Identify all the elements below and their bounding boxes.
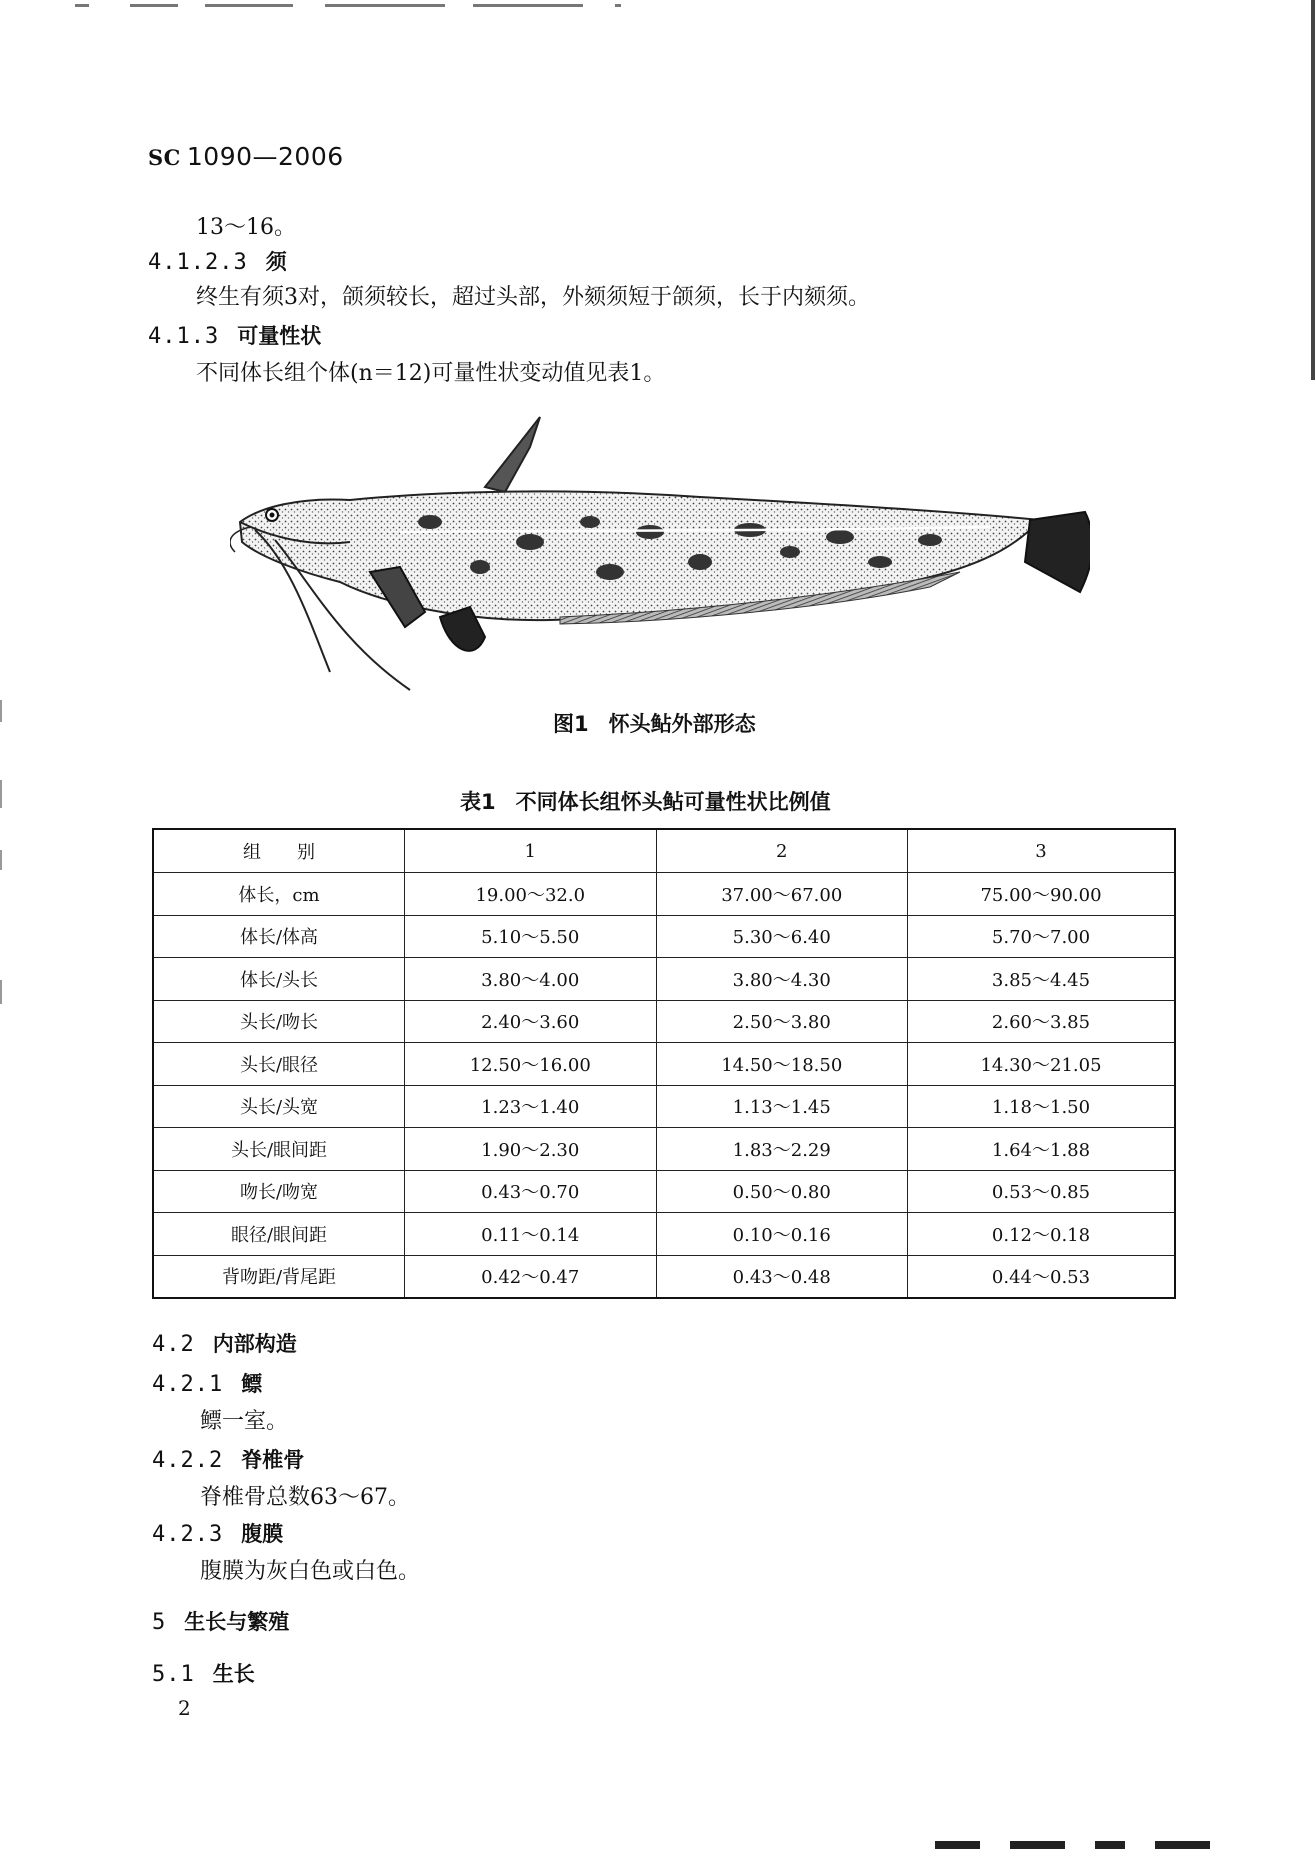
standard-id: SC 1090—2006 [148, 142, 344, 171]
table-cell: 0.12～0.18 [908, 1213, 1176, 1256]
table-cell: 1.90～2.30 [405, 1128, 657, 1171]
table-cell: 12.50～16.00 [405, 1043, 657, 1086]
table-header-cell: 2 [656, 829, 908, 873]
table-header-cell: 组 别 [153, 829, 405, 873]
table-row [153, 915, 1175, 958]
table-cell: 0.53～0.85 [908, 1170, 1176, 1213]
table-cell: 14.50～18.50 [656, 1043, 908, 1086]
table-cell: 2.50～3.80 [656, 1000, 908, 1043]
table-cell: 75.00～90.00 [908, 873, 1176, 916]
section-heading-4-2: 4.2 内部构造 [152, 1332, 297, 1357]
table-cell: 1.64～1.88 [908, 1128, 1176, 1171]
table-row [153, 1255, 1175, 1298]
table-cell: 14.30～21.05 [908, 1043, 1176, 1086]
table-cell: 0.10～0.16 [656, 1213, 908, 1256]
table-cell: 3.80～4.30 [656, 958, 908, 1001]
table-row [153, 1043, 1175, 1086]
scan-edge-right [1311, 0, 1315, 380]
continued-text: 13～16。 [196, 215, 296, 240]
table-cell: 0.43～0.70 [405, 1170, 657, 1213]
table-cell: 1.18～1.50 [908, 1085, 1176, 1128]
table-cell: 5.10～5.50 [405, 915, 657, 958]
scan-edge-mark [0, 700, 2, 722]
section-heading-4-2-2: 4.2.2 脊椎骨 [152, 1448, 305, 1473]
section-heading-5: 5 生长与繁殖 [152, 1610, 290, 1635]
table-cell: 眼径/眼间距 [153, 1213, 405, 1256]
section-text-4-2-1: 鳔一室。 [200, 1409, 289, 1434]
table-cell: 2.40～3.60 [405, 1000, 657, 1043]
table-cell: 0.44～0.53 [908, 1255, 1176, 1298]
table-header-cell: 3 [908, 829, 1176, 873]
measurements-table [152, 828, 1176, 1299]
section-text-4-1-2-3: 终生有须3对，颌须较长，超过头部，外颏须短于颌须，长于内颏须。 [196, 285, 870, 310]
table-header-cell: 1 [405, 829, 657, 873]
scan-edge-mark [0, 780, 2, 808]
table-row [153, 1128, 1175, 1171]
table-cell: 19.00～32.0 [405, 873, 657, 916]
table-cell: 37.00～67.00 [656, 873, 908, 916]
table-row [153, 873, 1175, 916]
scan-artifact-bottom [1095, 1841, 1125, 1849]
table-row [153, 958, 1175, 1001]
table-cell: 0.43～0.48 [656, 1255, 908, 1298]
table-cell: 头长/眼径 [153, 1043, 405, 1086]
table-header-row [153, 829, 1175, 873]
table-cell: 0.11～0.14 [405, 1213, 657, 1256]
section-text-4-2-2: 脊椎骨总数63～67。 [200, 1485, 410, 1510]
table-row [153, 1170, 1175, 1213]
table-cell: 头长/眼间距 [153, 1128, 405, 1171]
table-cell: 体长，cm [153, 873, 405, 916]
table-cell: 头长/头宽 [153, 1085, 405, 1128]
scan-artifact-bottom [1010, 1841, 1065, 1849]
scan-edge-mark [0, 850, 2, 870]
figure-caption: 图1 怀头鲇外部形态 [553, 712, 756, 736]
table-cell: 3.80～4.00 [405, 958, 657, 1001]
section-text-4-1-3: 不同体长组个体(n＝12)可量性状变动值见表1。 [196, 361, 666, 386]
table-cell: 头长/吻长 [153, 1000, 405, 1043]
table-cell: 体长/体高 [153, 915, 405, 958]
table-cell: 3.85～4.45 [908, 958, 1176, 1001]
table-cell: 体长/头长 [153, 958, 405, 1001]
table-row [153, 1213, 1175, 1256]
table-cell: 1.83～2.29 [656, 1128, 908, 1171]
section-heading-5-1: 5.1 生长 [152, 1662, 255, 1687]
table-cell: 5.30～6.40 [656, 915, 908, 958]
catfish-illustration [230, 412, 1090, 692]
table-row [153, 1085, 1175, 1128]
section-heading-4-1-3: 4.1.3 可量性状 [148, 324, 322, 349]
table-cell: 0.50～0.80 [656, 1170, 908, 1213]
scan-artifact-top [75, 0, 635, 10]
page-number: 2 [178, 1696, 191, 1720]
section-heading-4-2-1: 4.2.1 鳔 [152, 1372, 263, 1397]
table-cell: 1.23～1.40 [405, 1085, 657, 1128]
table-row [153, 1000, 1175, 1043]
section-heading-4-2-3: 4.2.3 腹膜 [152, 1522, 284, 1547]
table-cell: 0.42～0.47 [405, 1255, 657, 1298]
table-cell: 5.70～7.00 [908, 915, 1176, 958]
table-cell: 2.60～3.85 [908, 1000, 1176, 1043]
table-caption: 表1 不同体长组怀头鲇可量性状比例值 [460, 790, 831, 814]
scan-artifact-bottom [935, 1841, 980, 1849]
scan-artifact-bottom [1155, 1841, 1210, 1849]
section-text-4-2-3: 腹膜为灰白色或白色。 [200, 1559, 421, 1584]
section-heading-4-1-2-3: 4.1.2.3 须 [148, 250, 287, 275]
scan-edge-mark [0, 980, 2, 1004]
table-cell: 背吻距/背尾距 [153, 1255, 405, 1298]
table-cell: 吻长/吻宽 [153, 1170, 405, 1213]
table-cell: 1.13～1.45 [656, 1085, 908, 1128]
